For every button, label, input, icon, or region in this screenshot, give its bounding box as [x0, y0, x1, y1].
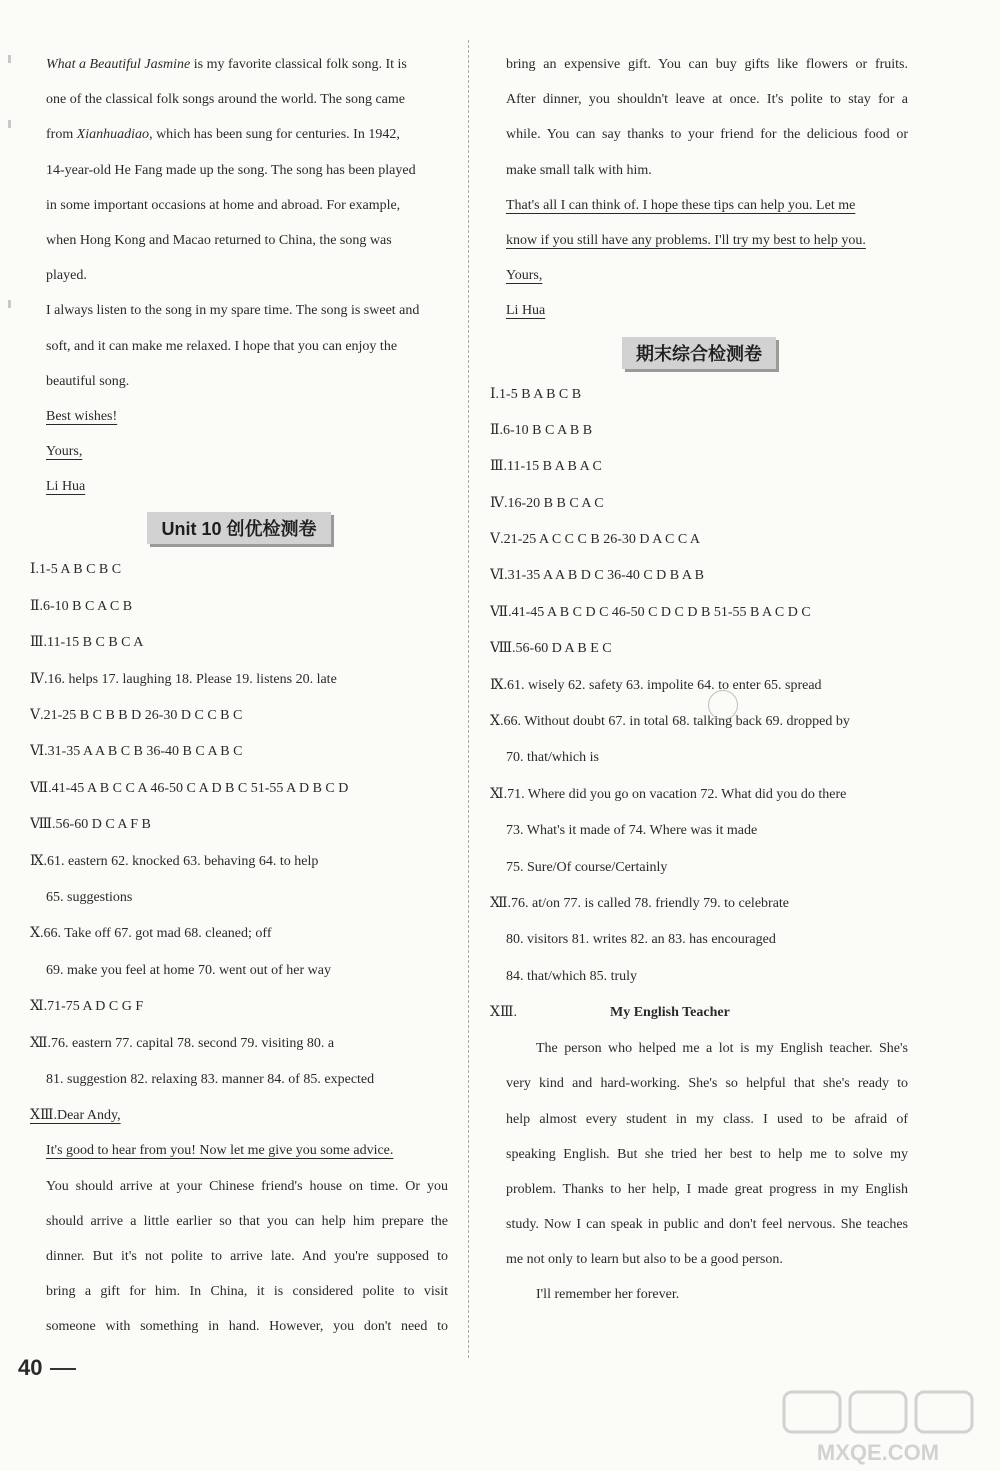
- answer-line: Ⅱ.6-10 B C A B B: [490, 422, 593, 438]
- unit-title-banner: [30, 504, 448, 552]
- essay-line: help almost every student in my class. I used to be afraid of: [506, 1111, 908, 1127]
- answer-line: Ⅻ.76. at/on 77. is called 78. friendly 79. to celebrate: [490, 895, 790, 911]
- answer-line: Ⅰ.1-5 B A B C B: [490, 386, 582, 402]
- letter-line: bring an expensive gift. You can buy gifts like flowers or fruits.: [506, 57, 908, 72]
- essay-line: me not only to learn but also to be a good person.: [506, 1252, 783, 1268]
- essay-line: ⅩⅢ.Dear Andy,: [30, 1108, 121, 1124]
- letter-line: make small talk with him.: [506, 162, 652, 178]
- essay-line: someone with something in hand. However, you don't need to: [46, 1319, 448, 1335]
- letter-line: After dinner, you shouldn't leave at once. It's polite to stay for a: [506, 92, 908, 108]
- letter-line: from Xianhuadiao, which has been sung for centuries. In 1942,: [46, 127, 400, 143]
- answer-line: Ⅶ.41-45 A B C D C 46-50 C D C D B 51-55 B A C D C: [490, 604, 811, 620]
- essay-line: The person who helped me a lot is my English teacher. She's: [536, 1041, 908, 1057]
- essay-line: dinner. But it's not polite to arrive late. And you're supposed to: [46, 1249, 448, 1265]
- letter-line: That's all I can think of. I hope these tips can help you. Let me: [506, 197, 856, 213]
- answer-line: 81. suggestion 82. relaxing 83. manner 84. of 85. expected: [46, 1071, 375, 1087]
- letter-line: one of the classical folk songs around the world. The song came: [46, 92, 405, 108]
- page-number: 40: [18, 1355, 76, 1381]
- answer-line: Ⅲ.11-15 B C B C A: [30, 635, 144, 651]
- letter-line: 14-year-old He Fang made up the song. The song has been played: [46, 162, 416, 178]
- right-letter-block: [490, 47, 908, 329]
- answer-line: Ⅴ.21-25 B C B B D 26-30 D C C B C: [30, 708, 243, 723]
- answer-line: Ⅵ.31-35 A A B C B 36-40 B C A B C: [30, 744, 243, 760]
- essay-line: speaking English. But she tried her best to help me to solve my: [506, 1146, 908, 1162]
- right-essay-block: [490, 1031, 908, 1313]
- letter-line: know if you still have any problems. I'll try my best to help you.: [506, 232, 866, 248]
- letter-line: Li Hua: [506, 303, 546, 319]
- edge-mark: [8, 120, 11, 128]
- answer-line: Ⅶ.41-45 A B C C A 46-50 C A D B C 51-55 A D B C D: [30, 780, 349, 796]
- watermark-text: MXQE.COM: [816, 1440, 940, 1465]
- faint-stamp: [708, 690, 738, 720]
- essay-heading: [490, 995, 908, 1031]
- song-title: Xianhuadiao: [76, 127, 150, 143]
- essay-title: My English Teacher: [610, 1005, 730, 1021]
- letter-line: Li Hua: [46, 479, 86, 495]
- left-letter-block: [30, 47, 448, 504]
- answer-line: Ⅳ.16. helps 17. laughing 18. Please 19. listens 20. late: [30, 671, 337, 687]
- left-essay-block: [30, 1098, 448, 1344]
- letter-line: soft, and it can make me relaxed. I hope that you can enjoy the: [46, 338, 398, 354]
- column-divider: [468, 40, 469, 1358]
- edge-mark: [8, 55, 11, 63]
- essay-line: You should arrive at your Chinese friend's house on time. Or you: [46, 1178, 448, 1194]
- edge-mark: [8, 300, 11, 308]
- letter-line: I always listen to the song in my spare time. The song is sweet and: [46, 303, 420, 319]
- answer-line: Ⅸ.61. eastern 62. knocked 63. behaving 64. to help: [30, 853, 319, 869]
- answer-line: Ⅳ.16-20 B B C A C: [490, 495, 604, 511]
- answer-line: Ⅸ.61. wisely 62. safety 63. impolite 64. to enter 65. spread: [490, 677, 822, 693]
- answer-line: Ⅹ.66. Without doubt 67. in total 68. talking back 69. dropped by: [490, 714, 850, 730]
- essay-line: It's good to hear from you! Now let me give you some advice.: [46, 1143, 394, 1159]
- essay-line: problem. Thanks to her help, I made great progress in my English: [506, 1181, 908, 1197]
- essay-line: bring a gift for him. In China, it is considered polite to visit: [46, 1284, 448, 1300]
- answer-line: 70. that/which is: [506, 750, 599, 766]
- essay-line: study. Now I can speak in public and don't feel nervous. She teaches: [506, 1217, 908, 1233]
- answer-line: 69. make you feel at home 70. went out of her way: [46, 962, 331, 978]
- essay-label: ⅩⅢ.: [490, 1005, 517, 1021]
- letter-line: while. You can say thanks to your friend for the delicious food or: [506, 127, 908, 143]
- right-answer-list: [490, 377, 908, 996]
- answer-line: 80. visitors 81. writes 82. an 83. has encouraged: [506, 932, 776, 948]
- answer-line: Ⅷ.56-60 D A B E C: [490, 641, 612, 657]
- answer-line: Ⅴ.21-25 A C C C B 26-30 D A C C A: [490, 532, 701, 548]
- essay-line: I'll remember her forever.: [536, 1287, 680, 1303]
- answer-line: Ⅰ.1-5 A B C B C: [30, 562, 122, 578]
- letter-line: Yours,: [46, 444, 83, 460]
- letter-line: beautiful song.: [46, 373, 130, 389]
- left-column: [30, 47, 448, 1345]
- left-answer-list: [30, 552, 448, 1098]
- answer-line: Ⅵ.31-35 A A B D C 36-40 C D B A B: [490, 568, 705, 584]
- final-title-banner: [490, 329, 908, 377]
- song-title: What a Beautiful Jasmine: [46, 57, 191, 72]
- letter-line: in some important occasions at home and abroad. For example,: [46, 197, 401, 213]
- answer-line: 73. What's it made of 74. Where was it made: [506, 823, 758, 839]
- answer-line: 84. that/which 85. truly: [506, 968, 638, 984]
- answer-line: Ⅺ.71-75 A D C G F: [30, 999, 144, 1015]
- answer-line: Ⅺ.71. Where did you go on vacation 72. What did you do there: [490, 786, 847, 802]
- essay-line: should arrive a little earlier so that you can help him prepare the: [46, 1213, 448, 1229]
- answer-line: 75. Sure/Of course/Certainly: [506, 859, 668, 875]
- letter-line: Best wishes!: [46, 408, 118, 424]
- answer-line: Ⅲ.11-15 B A B A C: [490, 459, 602, 475]
- answer-line: Ⅷ.56-60 D C A F B: [30, 817, 151, 833]
- final-title: 期末综合检测卷: [622, 337, 776, 369]
- letter-line: Yours,: [506, 268, 543, 284]
- right-column: [490, 47, 908, 1313]
- answer-line: Ⅻ.76. eastern 77. capital 78. second 79. visiting 80. a: [30, 1035, 335, 1051]
- watermark-logo: [778, 1388, 978, 1468]
- letter-line: when Hong Kong and Macao returned to China, the song was: [46, 232, 392, 248]
- answer-line: Ⅱ.6-10 B C A C B: [30, 598, 133, 614]
- answer-line: Ⅹ.66. Take off 67. got mad 68. cleaned; off: [30, 926, 272, 942]
- letter-line: played.: [46, 268, 87, 284]
- unit-title: Unit 10 创优检测卷: [147, 512, 330, 544]
- letter-line: What a Beautiful Jasmine is my favorite classical folk song. It is: [46, 57, 407, 72]
- essay-line: very kind and hard-working. She's so helpful that she's ready to: [506, 1076, 908, 1092]
- answer-line: 65. suggestions: [46, 889, 133, 905]
